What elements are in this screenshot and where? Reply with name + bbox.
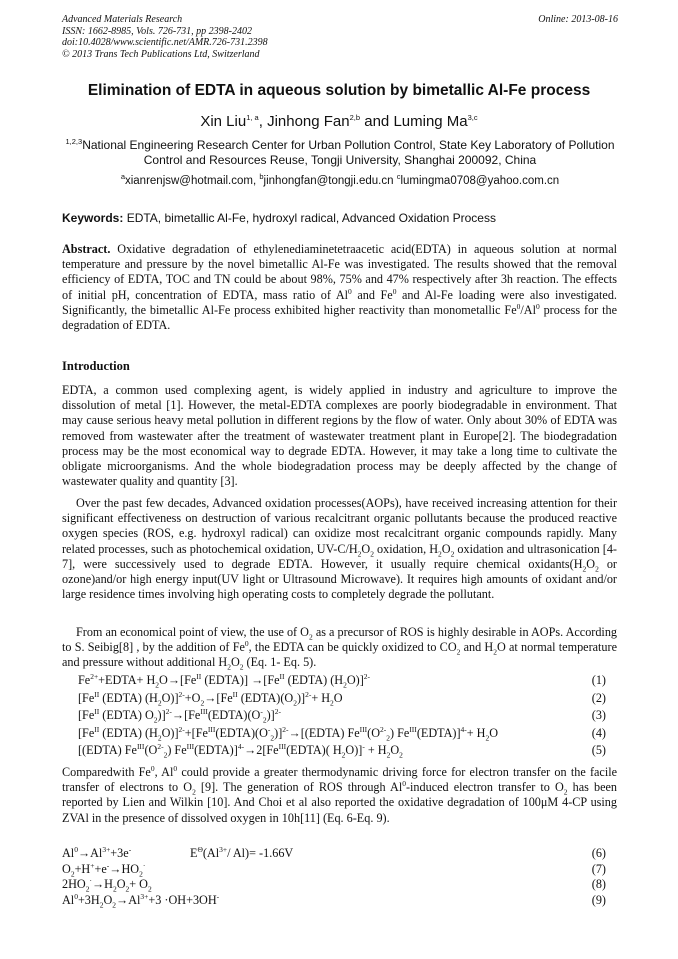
paragraph-text: , the EDTA can be quickly oxidized to CO (248, 640, 457, 655)
paragraph-text: , Al (154, 765, 174, 779)
equation-body: $Fe^{2+}+EDTA+ H_2O\to[Fe^{II}$ (EDTA)] $\to[Fe^{II}$ (EDTA) $(H_2O)]^{2-}$ (78, 671, 371, 690)
paragraph-text: O (441, 541, 451, 556)
equation-5 (78, 742, 606, 760)
paragraph-text: has been reported by Lien and Wilkin [10]. And Choi et al also reported the oxidative degradation of 100μM 4-CP using ZVAl in the presence of dissolved oxygen in 10h[11] (Eq. 6-Eq. 9). (62, 780, 617, 825)
equation-6 (62, 846, 606, 862)
equation-number: (3) (591, 708, 606, 723)
subscript: 2 (450, 549, 455, 559)
author-emails (62, 172, 618, 187)
abstract-label: Abstract. (62, 242, 111, 256)
author-name: Luming Ma (393, 113, 468, 130)
equation-7 (62, 862, 606, 878)
affiliation-text: National Engineering Research Center for Urban Pollution Control, State Key Laboratory of Pollution Control and Resources Reuse, Tongji University, Shanghai 200092, China (82, 138, 615, 167)
equation-block-2 (62, 846, 606, 908)
abstract-text: process for the degradation of EDTA. (62, 302, 617, 333)
equation-1 (78, 672, 606, 690)
equation-number: (2) (591, 690, 606, 705)
equation-body: [$Fe^{II}$ (EDTA) $O_2)]^{2-}\to[Fe^{III}(EDTA)(O^-_2)]^{2-}$ (78, 707, 281, 725)
online-date: Online: 2013-08-16 (538, 14, 618, 25)
equation-number: (7) (591, 861, 606, 876)
paragraph-text: as a precursor of ROS is highly desirable in AOPs. According to S. Seibig[8] , by the addition of Fe (62, 625, 618, 655)
paragraph-text: and H (460, 640, 494, 655)
equation-number: (1) (591, 673, 606, 687)
equation-8 (62, 877, 606, 893)
paragraph-text: [9]. The generation of ROS through Al (195, 780, 403, 795)
equation-3 (78, 707, 606, 725)
affiliation (62, 138, 618, 168)
subscript: 2 (563, 787, 568, 797)
affiliation-mark: 1,2,3 (65, 137, 83, 146)
intro-paragraph-4 (62, 765, 617, 826)
paragraph-text: could provide a greater thermodynamic driving force for electron transfer on the facile transfer of electrons to O (62, 765, 618, 795)
intro-paragraph-1: EDTA, a common used complexing agent, is widely applied in industry and agriculture to improve the dissolution of metal [1]. However, the metal-EDTA complexes are poorly biodegradable in environment. That may cause serious heavy metal pollution in different regions by the flow of water. Only about 30% of EDTA was removed from wastewater after the treatment of wastewater treatment plant in Europe[2]. The biodegradation process may be the most economical way to degrade EDTA. However, it may take a long time to cultivate the obligate microorganisms. And the whole biodegradation process may be deeply affected by the change of wastewater quality and quantity [3]. (62, 383, 617, 489)
equation-9 (62, 893, 606, 909)
email-address: jinhongfan@tongji.edu.cn (263, 175, 397, 187)
paragraph-text: O (230, 655, 240, 670)
paragraph-text: O (361, 541, 371, 556)
journal-header (62, 14, 618, 60)
author-name: Xin Liu (200, 113, 247, 130)
superscript: 0 (516, 301, 521, 311)
subscript: 2 (370, 549, 374, 559)
equation-4 (78, 725, 606, 743)
equation-number: (6) (591, 846, 606, 860)
doi-line: doi:10.4028/www.scientific.net/AMR.726-731.2398 (62, 37, 268, 48)
paragraph-text: -induced electron transfer to O (405, 780, 564, 795)
author-affil-mark: 3,c (467, 113, 478, 122)
journal-name: Advanced Materials Research (62, 14, 183, 25)
email-mark: c (396, 172, 401, 182)
abstract-text: /Al (520, 302, 536, 317)
subscript: 2 (192, 787, 196, 797)
equation-body: [(EDTA) $Fe^{III}(O^{2-}_2)$ $Fe^{III}(EDTA)]^{4-}\to 2[Fe^{III}(EDTA)$( $H_2O)]^- + H_2O_2$ (78, 742, 403, 760)
abstract-text: and Fe (351, 287, 393, 302)
keywords (62, 211, 618, 225)
author-affil-mark: 1, a (246, 113, 259, 122)
author-separator: and (360, 113, 394, 130)
equation-number: (9) (591, 892, 606, 907)
author-line (30, 113, 648, 130)
copyright-line: © 2013 Trans Tech Publications Ltd, Switzerland (62, 48, 260, 60)
paper-title: Elimination of EDTA in aqueous solution by bimetallic Al-Fe process (87, 82, 591, 99)
subscript: 2 (309, 632, 313, 642)
paragraph-text: oxidation, H (373, 541, 439, 556)
equation-2 (78, 690, 606, 708)
email-mark: b (259, 172, 264, 182)
subscript: 2 (227, 662, 231, 672)
keywords-text: EDTA, bimetallic Al-Fe, hydroxyl radical, Advanced Oxidation Process (123, 211, 496, 225)
subscript: 2 (438, 549, 442, 559)
subscript: 2 (239, 662, 244, 672)
equation-body: $Al^0+3H_2O_2\to Al^{3+}+3 \cdot OH+3OH^-$ (62, 891, 220, 909)
paragraph-text: Comparedwith Fe (62, 765, 151, 779)
subscript: 2 (582, 564, 587, 574)
equation-body: $2HO_2^\cdot\to H_2O_2+ O_2$ (62, 875, 152, 894)
paragraph-text: O at normal temperature and pressure without additional H (62, 640, 617, 670)
superscript: 0 (244, 639, 249, 649)
intro-paragraph-3 (62, 625, 617, 671)
superscript: 0 (150, 763, 155, 773)
paragraph-text: From an economical point of view, the use of O (76, 625, 309, 639)
equation-number: (8) (591, 877, 606, 891)
equation-body: [$Fe^{II}$ (EDTA) $(H_2O)]^{2-}+[Fe^{III}(EDTA)(O^-_2)]^{2-}\to[(EDTA)$ $Fe^{III}(O^{2-}_2)$ $Fe^{III}(EDTA)]^{4-}+ H_2O$ (78, 724, 499, 743)
author-name: Jinhong Fan (267, 113, 350, 130)
subscript: 2 (456, 647, 461, 657)
subscript: 2 (357, 549, 362, 559)
equation-body: $Al^0\to Al^{3+}+3e^-$ (62, 844, 132, 860)
section-heading-introduction: Introduction (62, 359, 130, 373)
abstract-text: and Al-Fe loading were also investigated. Significantly, the bimetallic Al-Fe process exhibited higher reactivity than monometallic Fe (62, 287, 617, 317)
paragraph-text: oxidation and ultrasonication [4-7], were successively used to degrade EDTA. However, it usually require chemical oxidants(H (62, 541, 617, 571)
email-mark: a (120, 172, 125, 182)
subscript: 2 (595, 564, 599, 574)
equation-block-1 (78, 672, 606, 760)
email-address: lumingma0708@yahoo.com.cn (400, 175, 560, 187)
keywords-label: Keywords: (62, 211, 124, 225)
equation-body: [$Fe^{II}$ (EDTA) $(H_2O)]^{2-}+O_2\to[Fe^{II}$ $(EDTA)(O_2)]^{2-}+ H_2O$ (78, 689, 343, 708)
abstract-text: Oxidative degradation of ethylenediaminetetraacetic acid(EDTA) in aqueous solution at normal temperature and pressure by the novel bimetallic Al-Fe was investigated. The results showed that the removal efficiency of EDTA, TOC and TN could be about 98%, 75% and 47% respectively after 3h reaction. The effects of initial pH, concentration of EDTA, mass ratio of Al (62, 242, 617, 302)
author-separator: , (258, 113, 268, 130)
subscript: 2 (493, 647, 497, 657)
equation-number: (5) (591, 743, 606, 758)
paragraph-text: O (586, 556, 596, 571)
abstract (62, 242, 617, 333)
superscript: 0 (348, 286, 352, 296)
superscript: 0 (392, 286, 397, 296)
equation-number: (4) (591, 725, 606, 740)
issn-line: ISSN: 1662-8985, Vols. 726-731, pp 2398-2402 (62, 25, 252, 37)
paragraph-text: Over the past few decades, Advanced oxidation processes(AOPs), have received increasing attention for their significant effectiveness on destruction of various recalcitrant organic pollutants because the produced reactive oxygen species (ROS, e.g. hydroxyl radical) can oxidize most recalcitrant organic compounds rapidly. Many related processes, such as photochemical oxidation, UV-C/H (62, 496, 617, 556)
paragraph-text: (Eq. 1- Eq. 5). (243, 655, 317, 670)
paragraph-text: or ozone)and/or high energy input(UV light or Ultrasound Microwave). It requires high amounts of oxidant and/or large residence times involving high operating costs to completely degrade the pollutant. (62, 556, 617, 602)
equation-potential: $E^\Theta(Al^{3+}/$ Al)= -1.66V (190, 844, 294, 860)
intro-paragraph-2 (62, 496, 617, 602)
superscript: 0 (402, 779, 406, 789)
superscript: 0 (173, 763, 178, 773)
superscript: 0 (535, 301, 540, 311)
equation-body: $O_2+H^++e^-\to HO_2^\cdot$ (62, 860, 146, 878)
email-address: xianrenjsw@hotmail.com, (124, 175, 260, 187)
author-affil-mark: 2,b (349, 113, 361, 122)
